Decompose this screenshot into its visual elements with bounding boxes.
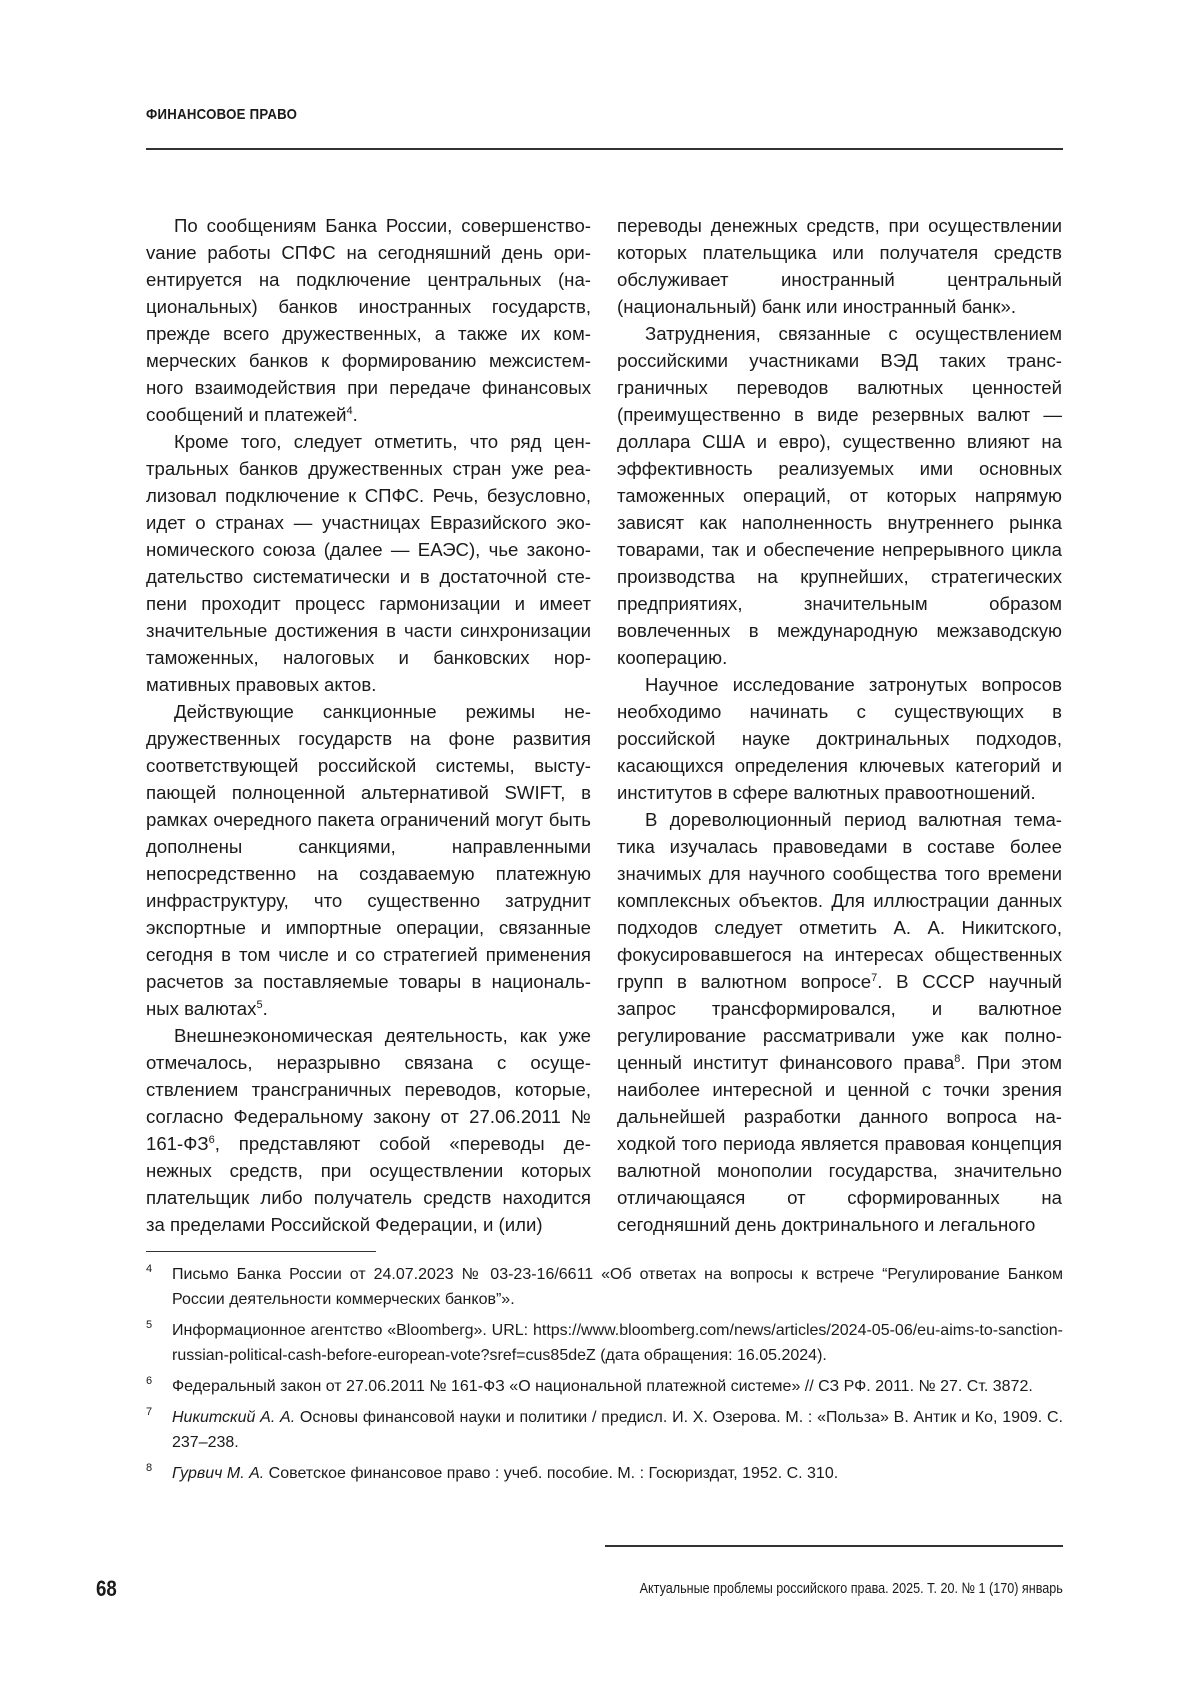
paragraph-text: .: [262, 998, 268, 1019]
paragraph: [146, 212, 591, 428]
footnote: [146, 1461, 1063, 1486]
footnote-ref-4[interactable]: 4: [346, 404, 353, 417]
paragraph-text: . При этом наиболее интересной и ценной с точки зрения дальнейшей разработки данного вопроса находкой того периода является правовая концепция валютной монополии государства, значительно отличающаяся от сформированных на сегодняшний день доктринального и легального: [617, 1052, 1062, 1235]
footnote-text: Советское финансовое право : учеб. пособие. М. : Госюриздат, 1952. С. 310.: [264, 1465, 839, 1482]
footnote-ref-5[interactable]: 5: [256, 998, 263, 1011]
footnote-number: 6: [146, 1375, 153, 1387]
running-head-section: ФИНАНСОВОЕ ПРАВО: [146, 106, 298, 123]
footnote-divider: [146, 1251, 376, 1252]
paragraph-text: .: [352, 404, 358, 425]
page-number: 68: [96, 1576, 117, 1601]
paragraph-text: . В СССР научный запрос трансформировался, и валютное регулирование рассматривали уже как полноценный институт финансового права: [617, 971, 1062, 1073]
footnote-text[interactable]: Информационное агентство «Bloomberg». URL: https://www.bloomberg.com/news/articles/2024-05-06/eu-aims-to-sanction-russian-political-cash-before-european-vote?sref=cus85deZ (дата обращения: 16.05.2024).: [172, 1322, 1063, 1364]
paragraph-text: , представляют собой «переводы денежных средств, при осуществлении которых плательщик либо получатель средств находится за пределами Российской Федерации, и (или): [146, 1133, 591, 1235]
header-divider: [146, 148, 1063, 150]
footnote-text: Основы финансовой науки и политики / предисл. И. Х. Озерова. М. : «Польза» В. Антик и Ко, 1909. С. 237–238.: [172, 1409, 1064, 1451]
footnote-author: Никитский А. А.: [172, 1409, 296, 1426]
footnote-text: Федеральный закон от 27.06.2011 № 161-ФЗ «О национальной платежной системе» // СЗ РФ. 2011. № 27. Ст. 3872.: [172, 1378, 1033, 1395]
footnote: [146, 1318, 1063, 1368]
footnote-ref-8[interactable]: 8: [954, 1052, 961, 1065]
paragraph-text: В дореволюционный период валютная тематика изучалась правоведами в составе более значимых для научного сообщества того времени комплексных объектов. Для иллюстрации данных подходов следует отметить А. А. Никитского, фокусировавшегося на интересах общественных групп в валютном вопросе: [617, 809, 1062, 992]
paragraph-text: Внешнеэкономическая деятельность, как уже отмечалось, неразрывно связана с осуществлением трансграничных переводов, которые, согласно Федеральному закону от 27.06.2011 № 161-ФЗ: [146, 1025, 591, 1154]
footnote-number: 7: [146, 1406, 153, 1418]
footnote-text: Письмо Банка России от 24.07.2023 № 03-23-16/6611 «Об ответах на вопросы к встрече “Регулирование Банком России деятельности коммерческих банков”».: [172, 1266, 1063, 1308]
paragraph: Кроме того, следует отметить, что ряд центральных банков дружественных стран уже реализовал подключение к СПФС. Речь, безусловно, идет о странах — участницах Евразийского экономического союза (далее — ЕАЭС), чье законодательство систематически и в достаточной степени проходит процесс гармонизации и имеет значительные достижения в части синхронизации таможенных, налоговых и банковских нормативных правовых актов.: [146, 431, 591, 695]
paragraph: [146, 698, 591, 1022]
footer-divider: [605, 1545, 1063, 1547]
paragraph: [146, 1022, 591, 1238]
paragraph: Научное исследование затронутых вопросов необходимо начинать с существующих в российской науке доктринальных подходов, касающихся определения ключевых категорий и институтов в сфере валютных правоотношений.: [617, 674, 1062, 803]
footnote: [146, 1262, 1063, 1312]
paragraph-text: Действующие санкционные режимы недружественных государств на фоне развития соответствующей российской системы, выступающей полноценной альтернативой SWIFT, в рамках очередного пакета ограничений могут быть дополнены санкциями, направленными непосредственно на создаваемую платежную инфраструктуру, что существенно затруднит экспортные и импортные операции, связанные сегодня в том числе и со стратегией применения расчетов за поставляемые товары в национальных валютах: [146, 701, 591, 1019]
footnote: [146, 1374, 1063, 1399]
paragraph-continued: переводы денежных средств, при осуществлении которых плательщика или получателя средств обслуживает иностранный центральный (национальный) банк или иностранный банк».: [617, 215, 1062, 317]
footnote-author: Гурвич М. А.: [172, 1465, 265, 1482]
footnote-number: 8: [146, 1462, 153, 1474]
footnote-number: 5: [146, 1319, 153, 1331]
footnote-number: 4: [146, 1263, 153, 1275]
footnote-ref-6[interactable]: 6: [208, 1133, 215, 1146]
paragraph: Затруднения, связанные с осуществлением российскими участниками ВЭД таких трансграничных переводов валютных ценностей (преимущественно в виде резервных валют — доллара США и евро), существенно влияют на эффективность реализуемых ими основных таможенных операций, от которых напрямую зависят как наполненность внутреннего рынка товарами, так и обеспечение непрерывного цикла производства на крупнейших, стратегических предприятиях, значительным образом вовлеченных в международную межзаводскую кооперацию.: [617, 323, 1062, 668]
left-column: [146, 212, 591, 1238]
journal-citation: Актуальные проблемы российского права. 2025. Т. 20. № 1 (170) январь: [639, 1580, 1063, 1597]
footnote: [146, 1405, 1063, 1455]
footnotes: [146, 1262, 1063, 1492]
footnote-ref-7[interactable]: 7: [871, 971, 878, 984]
paragraph-text: По сообщениям Банка России, совершенствоvание работы СПФС на сегодняшний день ориентируется на подключение центральных (национальных) банков иностранных государств, прежде всего дружественных, а также их коммерческих банков к формированию межсистемного взаимодействия при передаче финансовых сообщений и платежей: [146, 215, 591, 425]
right-column: [617, 212, 1062, 1238]
paragraph: [617, 806, 1062, 1238]
